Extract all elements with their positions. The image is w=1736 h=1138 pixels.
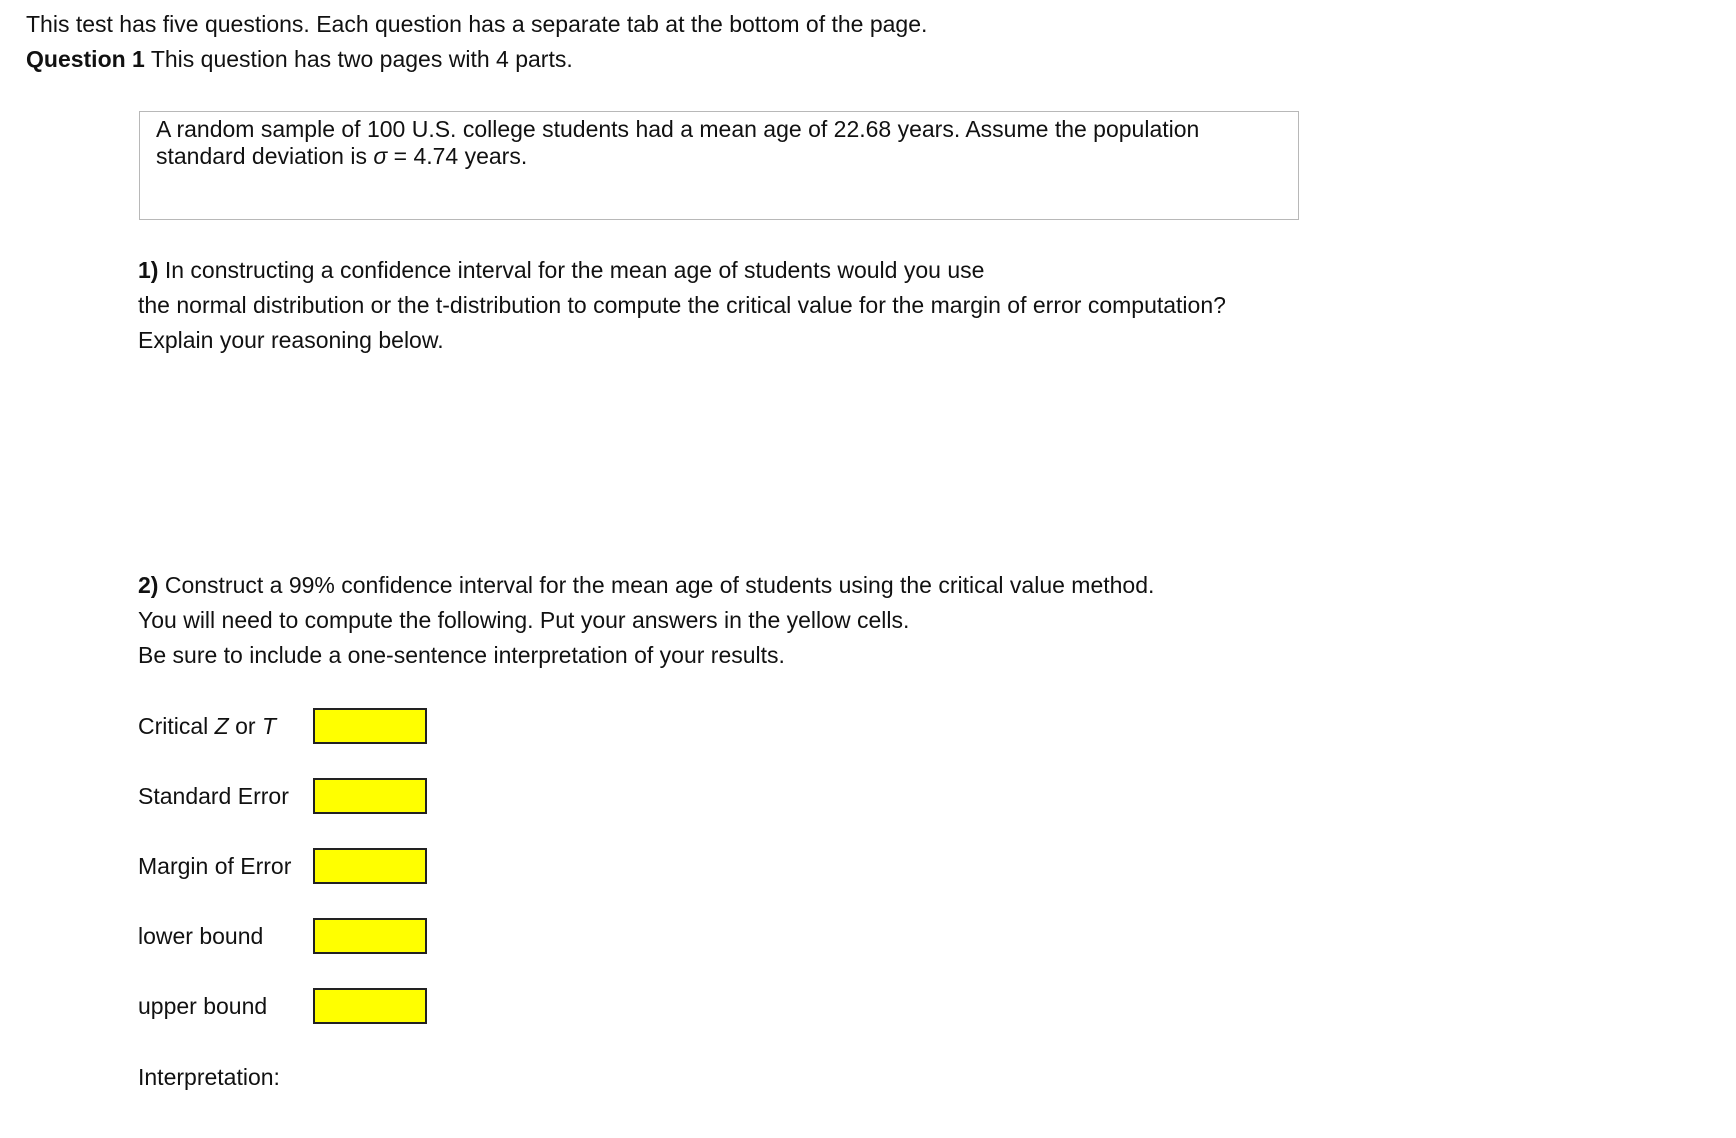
upper-bound-cell[interactable] <box>313 988 427 1024</box>
lower-bound-cell[interactable] <box>313 918 427 954</box>
critical-prefix: Critical <box>138 713 215 739</box>
question-heading <box>26 45 573 73</box>
part1-line-3: Explain your reasoning below. <box>138 327 444 353</box>
critical-z: Z <box>214 713 229 739</box>
margin-of-error-cell[interactable] <box>313 848 427 884</box>
critical-or: or <box>228 713 262 739</box>
sigma-symbol: σ <box>373 143 388 169</box>
standard-error-cell[interactable] <box>313 778 427 814</box>
part2-line-1-text: Construct a 99% confidence interval for the mean age of students using the critical value method. <box>158 572 1155 598</box>
problem-line-1: A random sample of 100 U.S. college students had a mean age of 22.68 years. Assume the population <box>156 116 1200 142</box>
critical-value-label <box>138 712 276 740</box>
test-instructions: This test has five questions. Each question has a separate tab at the bottom of the page. <box>26 11 928 37</box>
question-title: Question 1 <box>26 46 145 72</box>
lower-bound-label: lower bound <box>138 923 264 949</box>
problem-line-2-suffix: = 4.74 years. <box>387 143 528 169</box>
critical-t: T <box>261 713 277 739</box>
problem-line-2-prefix: standard deviation is <box>156 143 374 169</box>
part2-line-2: You will need to compute the following. Put your answers in the yellow cells. <box>138 607 910 633</box>
part1-line-2: the normal distribution or the t-distribution to compute the critical value for the margin of error computation? <box>138 292 1226 318</box>
problem-line-2 <box>156 143 1199 170</box>
interpretation-label: Interpretation: <box>138 1064 280 1090</box>
part1-line-1-text: In constructing a confidence interval for the mean age of students would you use <box>158 257 985 283</box>
problem-statement <box>156 116 1199 170</box>
part2-number: 2) <box>138 572 159 598</box>
problem-statement-box <box>139 111 1299 220</box>
part1-line-1 <box>138 256 984 284</box>
question-description: This question has two pages with 4 parts. <box>144 46 573 72</box>
critical-value-cell[interactable] <box>313 708 427 744</box>
standard-error-label: Standard Error <box>138 783 289 809</box>
part1-number: 1) <box>138 257 159 283</box>
margin-of-error-label: Margin of Error <box>138 853 292 879</box>
part2-line-1 <box>138 571 1154 599</box>
part2-line-3: Be sure to include a one-sentence interpretation of your results. <box>138 642 785 668</box>
upper-bound-label: upper bound <box>138 993 268 1019</box>
